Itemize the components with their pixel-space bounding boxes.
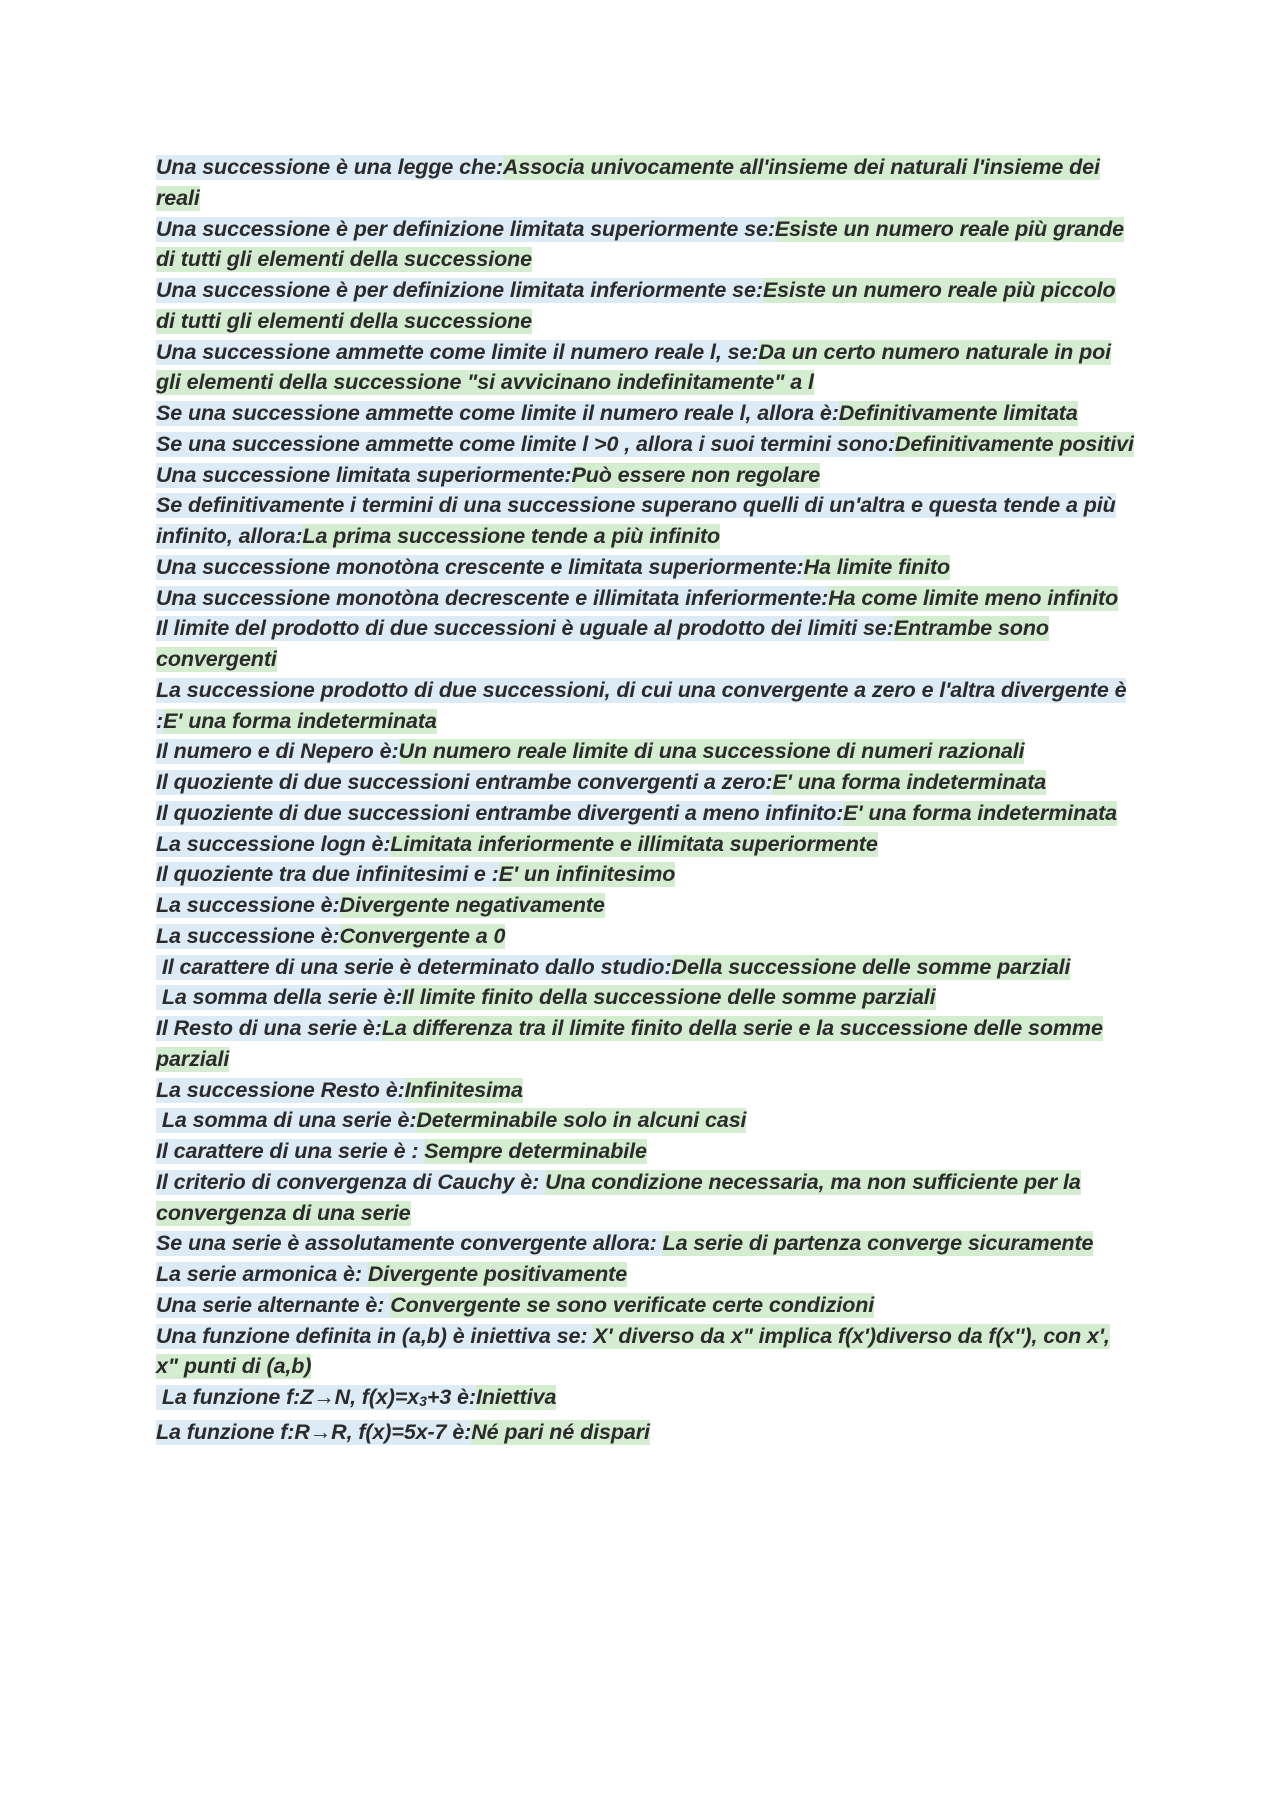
answer-text: Da un certo numero naturale in poi gli elementi della successione "si avvicinano indefinitamente" a l xyxy=(156,339,1112,395)
qa-entry xyxy=(156,398,1136,429)
qa-entry xyxy=(156,890,1136,921)
question-text: Se definitivamente i termini di una successione superano quelli di un'altra e questa tende a più infinito, allora: xyxy=(156,493,1116,548)
answer-text: Può essere non regolare xyxy=(571,462,821,487)
qa-entry xyxy=(156,921,1136,952)
qa-entry xyxy=(156,798,1136,829)
qa-entry xyxy=(156,583,1136,614)
answer-text: Divergente negativamente xyxy=(339,893,605,917)
question-text: La successione è: xyxy=(156,893,340,917)
document-page xyxy=(156,152,1136,1448)
qa-entry xyxy=(156,1259,1136,1290)
question-text: Una serie alternante è: xyxy=(156,1292,391,1317)
question-text xyxy=(156,1385,476,1410)
question-text: Il carattere di una serie è determinato dallo studio: xyxy=(156,954,672,979)
qa-entry xyxy=(156,1013,1136,1075)
qa-entry xyxy=(156,152,1136,214)
answer-text: Esiste un numero reale più grande di tutti gli elementi della successione xyxy=(156,216,1125,272)
qa-entry xyxy=(156,1417,1136,1448)
question-text: La successione è: xyxy=(156,923,340,948)
question-text: Il Resto di una serie è: xyxy=(156,1016,382,1040)
qa-entry xyxy=(156,736,1136,767)
answer-text: Ha limite finito xyxy=(803,554,951,579)
answer-text: E' una forma indeterminata xyxy=(772,770,1047,794)
qa-entry xyxy=(156,460,1136,491)
exponent-text: 3 xyxy=(419,1393,427,1409)
question-text: Una successione è per definizione limitata superiormente se: xyxy=(156,216,775,241)
qa-entry xyxy=(156,1382,1136,1417)
question-text: Il carattere di una serie è : xyxy=(156,1139,425,1163)
qa-entry xyxy=(156,859,1136,890)
qa-entry xyxy=(156,613,1136,675)
question-text: La somma di una serie è: xyxy=(156,1108,417,1133)
question-text: Una successione limitata superiormente: xyxy=(156,462,572,487)
question-text: Se una successione ammette come limite il numero reale l, allora è: xyxy=(156,401,839,425)
answer-text: Definitivamente limitata xyxy=(838,401,1078,425)
answer-text: Determinabile solo in alcuni casi xyxy=(416,1108,747,1133)
qa-entry xyxy=(156,767,1136,798)
qa-entry xyxy=(156,275,1136,337)
question-text-part: La funzione f:Z→N, f(x)=x xyxy=(156,1385,420,1409)
answer-text: Un numero reale limite di una successione di numeri razionali xyxy=(398,739,1025,764)
answer-text: E' una forma indeterminata xyxy=(163,708,437,733)
qa-entry xyxy=(156,1136,1136,1167)
answer-text: Esiste un numero reale più piccolo di tutti gli elementi della successione xyxy=(156,278,1116,333)
question-text: Una successione è una legge che: xyxy=(156,155,503,179)
qa-entry xyxy=(156,337,1136,399)
question-text: La successione Resto è: xyxy=(156,1077,405,1102)
answer-text: Una condizione necessaria, ma non sufficiente per la convergenza di una serie xyxy=(156,1169,1081,1225)
question-text: Il numero e di Nepero è: xyxy=(156,739,399,764)
qa-entry xyxy=(156,952,1136,983)
answer-text: Entrambe sono convergenti xyxy=(156,616,1049,671)
qa-entry xyxy=(156,214,1136,276)
qa-entry xyxy=(156,675,1136,737)
answer-text: La differenza tra il limite finito della serie e la successione delle somme parziali xyxy=(156,1016,1103,1071)
question-text-part: +3 è: xyxy=(426,1385,476,1409)
answer-text: Convergente se sono verificate certe condizioni xyxy=(390,1292,875,1317)
qa-entry xyxy=(156,490,1136,552)
question-text: Una successione monotòna crescente e limitata superiormente: xyxy=(156,554,804,579)
answer-text: Né pari né dispari xyxy=(471,1419,650,1444)
answer-text: E' una forma indeterminata xyxy=(843,800,1117,825)
question-text: Una successione monotòna decrescente e illimitata inferiormente: xyxy=(156,585,829,610)
qa-entry xyxy=(156,982,1136,1013)
answer-text: Infinitesima xyxy=(404,1077,523,1102)
answer-text: E' un infinitesimo xyxy=(498,862,676,887)
question-text: Il quoziente tra due infinitesimi e : xyxy=(156,862,499,887)
question-text: La successione logn è: xyxy=(156,831,391,856)
question-text: Una funzione definita in (a,b) è iniettiva se: xyxy=(156,1323,594,1348)
answer-text: X' diverso da x" implica f(x')diverso da f(x''), con x', x" punti di (a,b) xyxy=(156,1323,1110,1379)
qa-entry xyxy=(156,1167,1136,1229)
answer-text: Divergente positivamente xyxy=(367,1262,628,1286)
qa-entry xyxy=(156,1075,1136,1106)
question-text: Il criterio di convergenza di Cauchy è: xyxy=(156,1169,546,1194)
question-text: Il limite del prodotto di due successioni è uguale al prodotto dei limiti se: xyxy=(156,616,894,641)
answer-text: Definitivamente positivi xyxy=(894,431,1134,456)
qa-entry xyxy=(156,429,1136,460)
question-text: La serie armonica è: xyxy=(156,1262,368,1286)
question-text: Se una serie è assolutamente convergente allora: xyxy=(156,1231,663,1256)
question-text: La somma della serie è: xyxy=(156,985,403,1010)
qa-entry xyxy=(156,1105,1136,1136)
answer-text: Ha come limite meno infinito xyxy=(828,585,1119,610)
answer-text: Sempre determinabile xyxy=(424,1139,647,1163)
answer-text: Il limite finito della successione delle somme parziali xyxy=(402,985,936,1010)
answer-text: La serie di partenza converge sicuramente xyxy=(662,1231,1094,1256)
qa-entry xyxy=(156,1290,1136,1321)
question-text: Una successione è per definizione limitata inferiormente se: xyxy=(156,278,763,302)
qa-entry xyxy=(156,829,1136,860)
answer-text: Iniettiva xyxy=(475,1385,557,1409)
answer-text: Limitata inferiormente e illimitata superiormente xyxy=(390,831,878,856)
question-text: La successione prodotto di due successioni, di cui una convergente a zero e l'altra divergente è : xyxy=(156,677,1127,733)
question-text: Se una successione ammette come limite l >0 , allora i suoi termini sono: xyxy=(156,431,895,456)
question-text: Il quoziente di due successioni entrambe convergenti a zero: xyxy=(156,770,773,794)
answer-text: Convergente a 0 xyxy=(339,923,506,948)
question-text: Una successione ammette come limite il numero reale l, se: xyxy=(156,339,759,364)
qa-entry xyxy=(156,552,1136,583)
question-text: Il quoziente di due successioni entrambe divergenti a meno infinito: xyxy=(156,800,844,825)
answer-text: Associa univocamente all'insieme dei naturali l'insieme dei reali xyxy=(156,155,1100,210)
answer-text: Della successione delle somme parziali xyxy=(671,954,1071,979)
qa-entry xyxy=(156,1321,1136,1383)
answer-text: La prima successione tende a più infinito xyxy=(302,524,721,548)
question-text: La funzione f:R→R, f(x)=5x-7 è: xyxy=(156,1419,472,1444)
qa-entry xyxy=(156,1228,1136,1259)
